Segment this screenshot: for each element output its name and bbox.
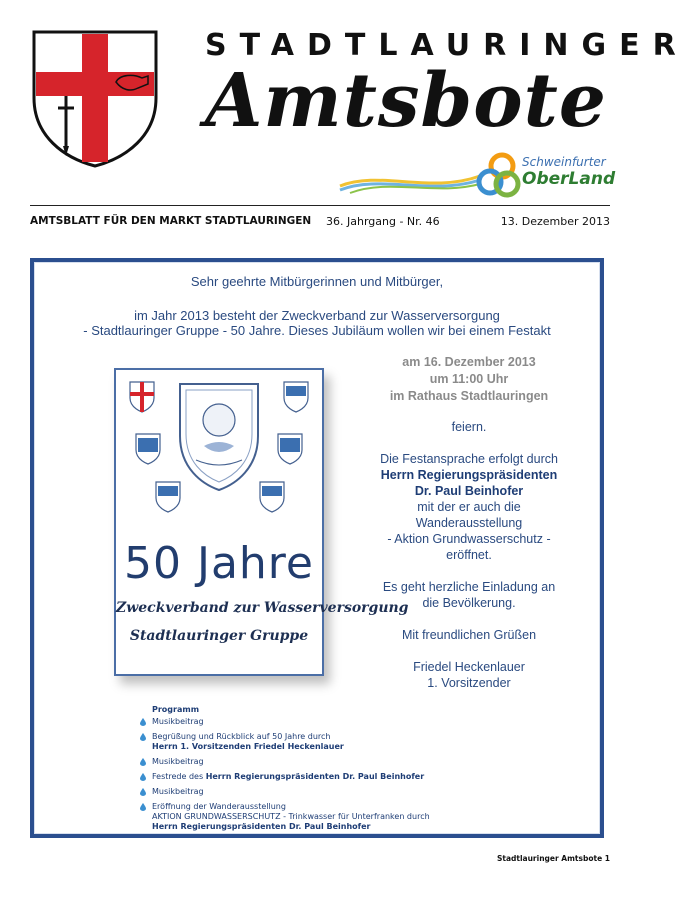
invitation-line-2: die Bevölkerung. [422, 596, 516, 610]
water-drop-icon [140, 803, 146, 811]
issue-number: 36. Jahrgang - Nr. 46 [326, 215, 440, 228]
programme-item [140, 732, 600, 752]
header-rule [30, 205, 610, 206]
programme-item-speaker: Herrn Regierungspräsidenten Dr. Paul Beinhofer [205, 772, 425, 781]
signatory-title: 1. Vorsitzender [427, 676, 511, 690]
programme-item [140, 772, 600, 782]
water-drop-icon [140, 718, 146, 726]
partner-logo-top: Schweinfurter [522, 155, 606, 169]
invitation-line-1: Es geht herzliche Einladung an [382, 580, 556, 594]
programme-item-text: Musikbeitrag [152, 717, 204, 726]
masthead-kicker: STADTLAURINGER [205, 28, 689, 63]
programme-item-text: Musikbeitrag [152, 757, 204, 766]
water-drop-icon [140, 733, 146, 741]
signatory-name: Friedel Heckenlauer [413, 660, 525, 674]
water-drop-icon [140, 758, 146, 766]
speech-line-2: Herrn Regierungspräsidenten [380, 468, 558, 482]
programme-item-speaker: Herrn Regierungspräsidenten Dr. Paul Beinhofer [152, 822, 371, 831]
letter-intro-line-1: im Jahr 2013 besteht der Zweckverband zur Wasserversorgung [134, 308, 500, 323]
speech-line-3: Dr. Paul Beinhofer [414, 484, 524, 498]
event-date: am 16. Dezember 2013 [402, 355, 536, 369]
speech-line-7: eröffnet. [446, 548, 492, 562]
programme-item-text: Festrede des [152, 772, 204, 781]
programme-item-text: Begrüßung und Rückblick auf 50 Jahre durch [152, 732, 331, 741]
programme-title: Programm [152, 705, 200, 714]
event-time: um 11:00 Uhr [429, 372, 509, 386]
page-footer: Stadtlauringer Amtsbote 1 [496, 854, 610, 863]
speech-line-6: - Aktion Grundwasserschutz - [387, 532, 551, 546]
oberland-logo-icon [474, 152, 522, 198]
masthead-title: Amtsbote [205, 58, 607, 144]
anniversary-poster [114, 368, 409, 676]
programme-item-speaker: Herrn 1. Vorsitzenden Friedel Heckenlauer [152, 742, 344, 751]
letter-greeting: Sehr geehrte Mitbürgerinnen und Mitbürger, [190, 274, 444, 289]
swoosh-decoration [340, 166, 480, 194]
event-location: im Rathaus Stadtlauringen [389, 389, 549, 403]
speech-line-4: mit der er auch die [417, 500, 521, 514]
partner-logo-bottom: OberLand [522, 169, 616, 189]
event-verb: feiern. [451, 420, 487, 434]
programme-item [140, 787, 600, 797]
programme-item [140, 802, 600, 832]
water-drop-icon [140, 773, 146, 781]
programme-item [140, 757, 600, 767]
closing-greeting: Mit freundlichen Grüßen [401, 628, 537, 642]
publication-name: AMTSBLATT FÜR DEN MARKT STADTLAURINGEN [30, 215, 312, 227]
coat-of-arms-logo [30, 28, 160, 168]
issue-date: 13. Dezember 2013 [500, 215, 610, 228]
programme-item-text-2: AKTION GRUNDWASSERSCHUTZ - Trinkwasser für Unterfranken durch [152, 812, 430, 821]
poster-subtitle-1: Zweckverband zur Wasserversorgung [116, 600, 409, 616]
speech-line-5: Wanderausstellung [415, 516, 523, 530]
poster-emblems [122, 376, 316, 528]
speech-line-1: Die Festansprache erfolgt durch [380, 452, 558, 466]
programme-item-text: Musikbeitrag [152, 787, 204, 796]
programme-list [140, 717, 600, 837]
poster-headline: 50 Jahre [124, 538, 314, 589]
water-drop-icon [140, 788, 146, 796]
poster-subtitle-2: Stadtlauringer Gruppe [129, 628, 309, 644]
programme-item-text: Eröffnung der Wanderausstellung [152, 802, 286, 811]
programme-item [140, 717, 600, 727]
letter-intro-line-2: - Stadtlauringer Gruppe - 50 Jahre. Dieses Jubiläum wollen wir bei einem Festakt [83, 323, 551, 338]
